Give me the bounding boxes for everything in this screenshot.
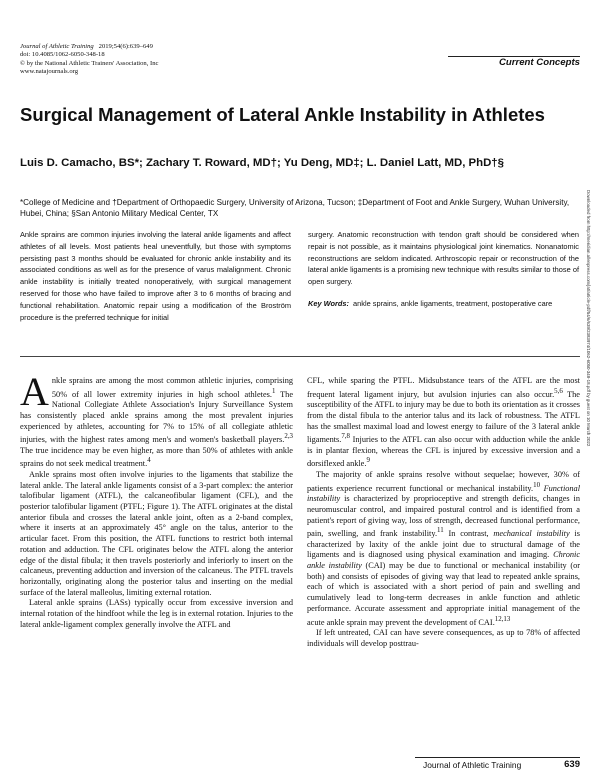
page-number: 639	[564, 759, 580, 770]
para-text: CFL, while sparing the PTFL. Midsubstance tears of the ATFL are the most frequent lateral ligament injury, but avulsion injuries can also occur.	[307, 376, 580, 399]
affiliations: *College of Medicine and †Department of Orthopaedic Surgery, University of Arizona, Tucson; ‡Department of Foot and Ankle Surgery, Wuhan University, Hubei, China; §San Antonio Military Medical Center, TX	[20, 198, 570, 219]
term-chronic-ankle-instability: Chronic ankle instability	[307, 550, 580, 571]
citation-ref[interactable]: 2,3	[284, 433, 293, 441]
citation-ref[interactable]: 4	[147, 457, 151, 465]
download-note: Downloaded from http://meridian.allenpress.com/jat/article-pdf/54/6/639/2383974/1062-6050-348-18.pdf by guest on 10 March 2022	[586, 190, 591, 447]
abstract-right	[308, 229, 579, 310]
abstract-right-text: surgery. Anatomic reconstruction with tendon graft should be considered when repair is not possible, as it maintains physiological joint kinematics. Nonanatomic reconstructions are seldom indicated. Arthroscopic repair or reconstruction of the lateral ankle ligaments is a promising new technique with results similar to those of open surgery.	[308, 230, 579, 287]
paragraph	[307, 376, 580, 470]
citation-ref[interactable]: 1	[271, 387, 276, 395]
citation-ref[interactable]: 11	[437, 527, 444, 535]
citation-ref[interactable]: 7,8	[341, 433, 350, 441]
doi[interactable]: doi: 10.4085/1062-6050-348-18	[20, 51, 105, 59]
term-functional-instability: Functional instability	[307, 483, 581, 504]
footer-rule	[415, 757, 580, 758]
para-text: The true incidence may be even higher, as more than 50% of athletes with ankle sprains do not seek medical treatment.	[20, 445, 293, 469]
term-mechanical-instability: mechanical instability	[493, 528, 570, 538]
paragraph: Ankle sprains most often involve injuries to the ligaments that stabilize the lateral ankle. The lateral ankle ligaments consist of a 3-part complex: the anterior talofibular ligament (ATFL), the calcaneofibular ligament (CFL), and the posterior talofibular ligament (PTFL; Figure 1). The ATFL originates at the distal anterior fibula and crosses the lateral ankle joint, often as a 2-band complex, where it inserts at an approximately 45° angle on the talus, anterior to the articular facet. From this position, the ATFL functions to restrict both internal rotation and adduction. The CFL originates below the ATFL along the anterior edge of the distal fibula; it then travels posteriorly and inferiorly to insert on the calcaneus, preventing adduction and inversion of the calcaneus. The PTFL travels horizontally, originating along the posterior talus and inserting on the medial surface of the lateral malleolus, limiting external rotation.	[20, 469, 293, 597]
journal-meta	[20, 43, 290, 77]
keywords-label: Key Words:	[308, 298, 349, 308]
para-text: (CAI) may be due to functional or mechanical instability (or both) and consists of episodes of giving way that lead to repeated ankle sprains, each of which is associated with a short period of pain and swelling and cumulatively lead to long-term decreases in ankle function and athletic performance. Accurate assessment and appropriate initial management of the acute ankle sprain may prevent the development of CAI.	[307, 561, 580, 627]
body-column-left	[20, 369, 294, 630]
abstract-divider	[20, 356, 580, 357]
para-text: The susceptibility of the ATFL to injury may be due to both its orientation as it crosses from the distal fibula to the anterior talus and its lack of robustness. The ATFL has the smallest maximal load and lowest energy to failure of the 3 lateral ankle ligaments.	[307, 389, 580, 445]
author-list: Luis D. Camacho, BS*; Zachary T. Roward, MD†; Yu Deng, MD‡; L. Daniel Latt, MD, PhD†§	[20, 157, 504, 169]
paragraph	[307, 470, 580, 628]
para-text: nkle sprains are among the most common athletic injuries, comprising 50% of all lower extremity injuries in high school athletes.	[51, 376, 293, 399]
journal-url[interactable]: www.natajournals.org	[20, 68, 79, 76]
journal-name: Journal of Athletic Training	[20, 43, 94, 50]
citation-ref[interactable]: 12,13	[494, 615, 511, 623]
para-text: Injuries to the ATFL can also occur with adduction while the ankle is in plantar flexion, whereas the CFL is injured by excessive inversion and a dorsiflexed ankle.	[307, 435, 580, 469]
para-text: The National Collegiate Athlete Association's Injury Surveillance System has consistently placed ankle sprains among the most prevalent injuries experienced by athletes, accounting for 7% to 15% of all collegiate athletic injuries, with the highest rates among men's and women's basketball players.	[20, 389, 294, 445]
drop-cap: A	[20, 369, 49, 414]
paragraph: If left untreated, CAI can have severe consequences, as up to 78% of affected individuals will develop posttrau-	[307, 628, 580, 648]
citation: 2019;54(6):639–649	[98, 43, 153, 50]
para-text: In contrast,	[443, 528, 494, 538]
para-text: The majority of ankle sprains resolve without sequelae; however, 30% of patients experience recurrent functional or mechanical instability.	[307, 469, 580, 493]
paragraph: Lateral ankle sprains (LASs) typically occur from excessive inversion and internal rotation of the hindfoot while the leg is in external rotation. Injuries to the lateral ankle-ligament complex generally involve the ATFL and	[20, 598, 293, 629]
section-label: Current Concepts	[498, 57, 580, 68]
copyright: © by the National Athletic Trainers' Association, Inc	[20, 59, 159, 67]
article-title: Surgical Management of Lateral Ankle Instability in Athletes	[20, 104, 545, 125]
section-header	[448, 56, 580, 68]
footer-journal: Journal of Athletic Training	[423, 760, 522, 770]
citation-ref[interactable]: 9	[366, 457, 370, 465]
page-footer	[415, 757, 580, 771]
para-text: is characterized by laxity of the ankle joint due to structural damage of the ligaments and is diagnosed using physical examination and imaging.	[307, 528, 580, 560]
para-text: is characterized by proprioceptive and strength deficits, changes in neuromuscular control, and impaired postural control and is identified from a patient's report of giving way, loss of strength, decreased functional performance, pain, swelling, and frank instability.	[307, 494, 580, 538]
citation-ref[interactable]: 10	[533, 481, 541, 489]
download-watermark	[586, 190, 596, 620]
abstract-left: Ankle sprains are common injuries involving the lateral ankle ligaments and affect athletes of all levels. Most patients heal uneventfully, but those with symptoms persisting past 3 months should be evaluated for chronic ankle instability and its associated conditions as well as for the presence of varus malalignment. Chronic ankle instability is initially treated nonoperatively, with surgical management reserved for those who have failed to improve after 3 to 6 months of bracing and functional rehabilitation. Anatomic repair using a modification of the Broström procedure is the preferred technique for initial	[20, 230, 291, 322]
citation-ref[interactable]: 5,6	[554, 387, 563, 395]
paragraph	[20, 369, 294, 470]
keywords-text: ankle sprains, ankle ligaments, treatment, postoperative care	[353, 298, 553, 308]
body-column-right	[307, 376, 580, 649]
keywords	[308, 298, 579, 310]
